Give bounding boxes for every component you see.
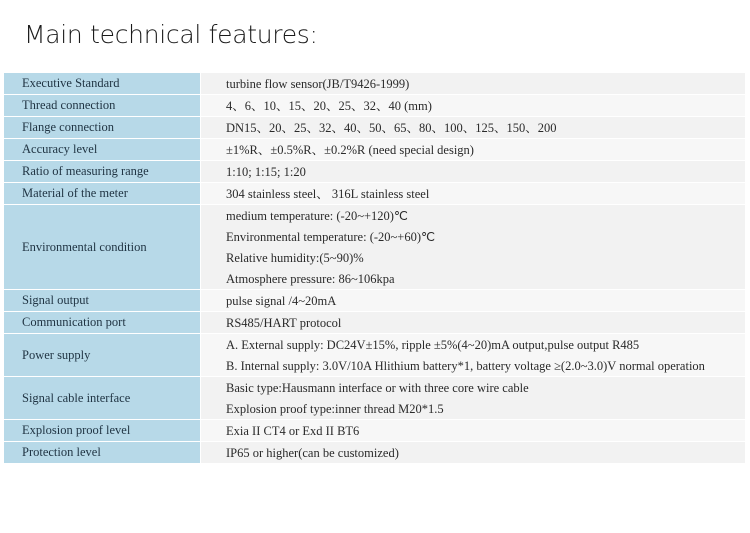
spec-label: Signal output <box>4 290 201 312</box>
spec-label: Communication port <box>4 312 201 334</box>
spec-label: Accuracy level <box>4 139 201 161</box>
spec-row <box>4 117 745 139</box>
spec-row <box>4 139 745 161</box>
spec-row <box>4 420 745 442</box>
spec-value-line: Basic type:Hausmann interface or with three core wire cable <box>226 381 529 395</box>
spec-value <box>201 377 746 420</box>
spec-label: Executive Standard <box>4 73 201 95</box>
spec-row <box>4 95 745 117</box>
spec-value-line: Atmosphere pressure: 86~106kpa <box>226 272 395 286</box>
spec-value-line: turbine flow sensor(JB/T9426-1999) <box>226 77 410 91</box>
spec-value <box>201 95 746 117</box>
spec-value <box>201 73 746 95</box>
spec-value-line: Exia II CT4 or Exd II BT6 <box>226 424 360 438</box>
technical-features-table <box>4 73 745 464</box>
spec-value-line: 304 stainless steel、 316L stainless steel <box>226 187 430 201</box>
spec-row <box>4 183 745 205</box>
spec-label: Ratio of measuring range <box>4 161 201 183</box>
spec-row <box>4 205 745 290</box>
spec-value <box>201 205 746 290</box>
spec-value <box>201 312 746 334</box>
spec-value <box>201 117 746 139</box>
spec-label: Protection level <box>4 442 201 464</box>
spec-value-line: ±1%R、±0.5%R、±0.2%R (need special design) <box>226 143 474 157</box>
spec-value <box>201 442 746 464</box>
spec-value <box>201 420 746 442</box>
page-title: Main technical features: <box>24 20 318 49</box>
spec-row <box>4 290 745 312</box>
spec-label: Material of the meter <box>4 183 201 205</box>
spec-row <box>4 442 745 464</box>
spec-row <box>4 161 745 183</box>
spec-value-line: Explosion proof type:inner thread M20*1.5 <box>226 402 444 416</box>
spec-value <box>201 334 746 377</box>
spec-value-line: Relative humidity:(5~90)% <box>226 251 364 265</box>
spec-value-line: RS485/HART protocol <box>226 316 342 330</box>
spec-row <box>4 312 745 334</box>
spec-label: Environmental condition <box>4 205 201 290</box>
spec-value <box>201 183 746 205</box>
spec-value-line: medium temperature: (-20~+120)℃ <box>226 209 408 223</box>
spec-value <box>201 139 746 161</box>
spec-label: Signal cable interface <box>4 377 201 420</box>
spec-value-line: pulse signal /4~20mA <box>226 294 337 308</box>
spec-value <box>201 161 746 183</box>
spec-row <box>4 377 745 420</box>
spec-value-line: 4、6、10、15、20、25、32、40 (mm) <box>226 99 432 113</box>
spec-value-line: IP65 or higher(can be customized) <box>226 446 399 460</box>
spec-value-line: B. Internal supply: 3.0V/10A Hlithium battery*1, battery voltage ≥(2.0~3.0)V normal operation <box>226 359 705 373</box>
spec-label: Explosion proof level <box>4 420 201 442</box>
spec-row <box>4 73 745 95</box>
spec-value-line: DN15、20、25、32、40、50、65、80、100、125、150、200 <box>226 121 557 135</box>
spec-value-line: Environmental temperature: (-20~+60)℃ <box>226 230 436 244</box>
spec-value-line: 1:10; 1:15; 1:20 <box>226 165 306 179</box>
spec-label: Power supply <box>4 334 201 377</box>
spec-label: Flange connection <box>4 117 201 139</box>
spec-row <box>4 334 745 377</box>
spec-value-line: A. External supply: DC24V±15%, ripple ±5%(4~20)mA output,pulse output R485 <box>226 338 640 352</box>
spec-label: Thread connection <box>4 95 201 117</box>
spec-table-body <box>4 73 745 464</box>
spec-value <box>201 290 746 312</box>
